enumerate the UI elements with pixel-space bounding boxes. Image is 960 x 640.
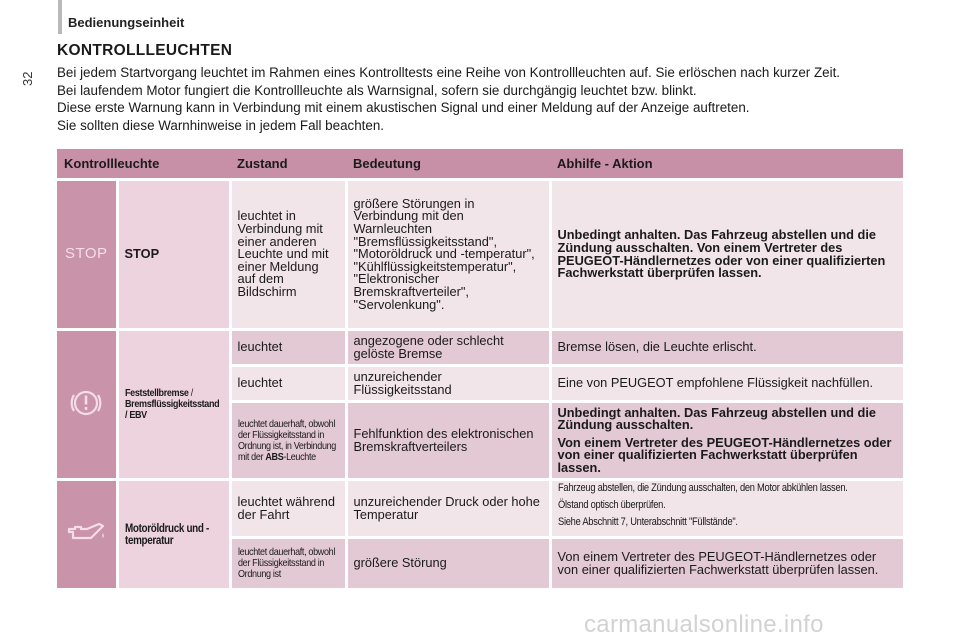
oil-row1-state: leuchtet während der Fahrt — [230, 480, 346, 538]
oil-row1-action-1: Fahrzeug abstellen, die Zündung ausschalten, den Motor abkühlen lassen. — [557, 482, 848, 494]
header-bedeutung: Bedeutung — [346, 149, 550, 180]
header-abhilfe: Abhilfe - Aktion — [550, 149, 903, 180]
oil-row2-meaning: größere Störung — [346, 538, 550, 590]
table-row-oil-1 — [57, 480, 903, 538]
intro-paragraph: Bei jedem Startvorgang leuchtet im Rahmen eines Kontrolltests eine Reihe von Kontrollleuchten auf. Sie erlöschen nach kurzer Zeit. — [57, 65, 841, 80]
oil-row2-state — [230, 538, 346, 590]
oil-row1-action-2: Ölstand optisch überprüfen. — [557, 499, 665, 511]
oil-row1-action-3: Siehe Abschnitt 7, Unterabschnitt "Füllstände". — [557, 516, 738, 528]
oil-name — [117, 480, 230, 590]
table-row-stop — [57, 180, 903, 330]
stop-state: leuchtet in Verbindung mit einer anderen Leuchte und mit einer Meldung auf dem Bildschirm — [230, 180, 346, 330]
brake-name-sep: / — [188, 387, 193, 399]
brake-row3-action — [550, 402, 903, 480]
stop-action: Unbedingt anhalten. Das Fahrzeug abstellen und die Zündung ausschalten. Von einem Vertreter des PEUGEOT-Händlernetzes oder von einer qualifizierten Fachwerkstatt überprüfen lassen. — [550, 180, 903, 330]
oil-icon-cell — [57, 480, 117, 590]
brake-row1-action: Bremse lösen, die Leuchte erlischt. — [550, 330, 903, 366]
oil-row1-meaning: unzureichender Druck oder hohe Temperatur — [346, 480, 550, 538]
brake-row3-meaning: Fehlfunktion des elektronischen Bremskraftverteilers — [346, 402, 550, 480]
warning-lights-table — [57, 149, 903, 591]
header-kontrollleuchte: Kontrollleuchte — [57, 149, 230, 180]
brake-warning-icon — [68, 385, 104, 421]
brake-icon-cell — [57, 330, 117, 480]
oil-name-text: Motoröldruck und -temperatur — [124, 522, 209, 547]
brake-row3-state-suffix: -Leuchte — [282, 450, 316, 463]
intro-text — [57, 66, 907, 136]
oil-row1-action — [550, 480, 903, 538]
section-label: Bedienungseinheit — [68, 15, 185, 30]
brake-row2-state: leuchtet — [230, 366, 346, 402]
watermark: carmanualsonline.info — [584, 611, 824, 638]
oil-row2-action: Von einem Vertreter des PEUGEOT-Händlernetzes oder von einer qualifizierten Fachwerkstatt überprüfen lassen. — [550, 538, 903, 590]
brake-row3-action-1: Unbedingt anhalten. Das Fahrzeug abstellen und die Zündung ausschalten. — [557, 404, 877, 433]
section-accent-bar — [58, 0, 62, 34]
oil-can-icon — [65, 520, 107, 546]
stop-meaning: größere Störungen in Verbindung mit den Warnleuchten "Bremsflüssigkeitsstand", "Motoröldruck und -temperatur", "Kühlflüssigkeitstemperatur", "Elektronischer Bremskraftverteiler", "Servolenkung". — [346, 180, 550, 330]
stop-icon-cell — [57, 180, 117, 330]
abs-label: ABS — [264, 450, 283, 463]
intro-paragraph: Diese erste Warnung kann in Verbindung mit einem akustischen Signal und einer Meldung auf der Anzeige auftreten. — [57, 100, 750, 115]
stop-name: STOP — [117, 180, 230, 330]
brake-row1-state: leuchtet — [230, 330, 346, 366]
intro-paragraph: Sie sollten diese Warnhinweise in jedem Fall beachten. — [57, 117, 385, 133]
brake-row3-state-text: leuchtet dauerhaft, obwohl der Flüssigkeitsstand in Ordnung ist, in Verbindung mit der — [237, 417, 336, 463]
page-number: 32 — [20, 71, 35, 86]
brake-row2-meaning: unzureichender Flüssigkeitsstand — [346, 366, 550, 402]
brake-row1-meaning: angezogene oder schlecht gelöste Bremse — [346, 330, 550, 366]
brake-row2-action: Eine von PEUGEOT empfohlene Flüssigkeit nachfüllen. — [550, 366, 903, 402]
brake-name — [117, 330, 230, 480]
page-title: KONTROLLLEUCHTEN — [57, 42, 233, 59]
table-row-brake-1 — [57, 330, 903, 366]
header-zustand: Zustand — [230, 149, 346, 180]
stop-icon: STOP — [64, 245, 108, 263]
brake-row3-state — [230, 402, 346, 480]
table-header-row — [57, 149, 903, 180]
brake-name-2: Bremsflüssigkeitsstand / EBV — [124, 398, 219, 421]
brake-name-1: Feststellbremse — [124, 387, 189, 399]
brake-row3-action-2: Von einem Vertreter des PEUGEOT-Händlernetzes oder von einer qualifizierten Fachwerkstatt überprüfen lassen. — [557, 434, 892, 475]
intro-paragraph: Bei laufendem Motor fungiert die Kontrollleuchte als Warnsignal, sofern sie durchgängig leuchtet bzw. blinkt. — [57, 82, 697, 98]
oil-row2-state-text: leuchtet dauerhaft, obwohl der Flüssigkeitsstand in Ordnung ist — [237, 546, 335, 580]
